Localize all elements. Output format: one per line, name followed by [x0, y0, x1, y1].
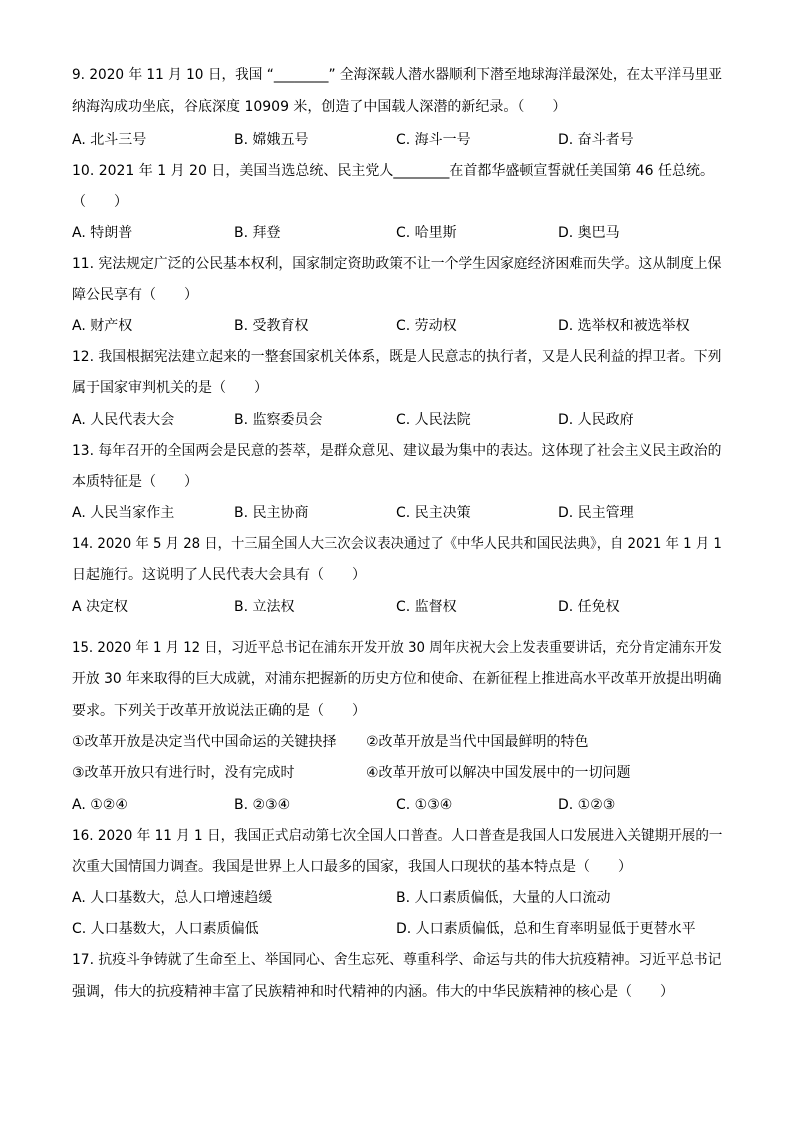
question-12-option-a[interactable]: A. 人民代表大会: [72, 412, 175, 428]
question-12-option-b[interactable]: B. 监察委员会: [234, 412, 323, 428]
question-10-line-1: 10. 2021 年 1 月 20 日，美国当选总统、民主党人________在首都华盛顿宣誓就任美国第 46 任总统。: [72, 163, 715, 179]
question-9-option-a[interactable]: A. 北斗三号: [72, 132, 147, 148]
question-10-option-a[interactable]: A. 特朗普: [72, 225, 133, 241]
question-12-option-c[interactable]: C. 人民法院: [396, 412, 471, 428]
question-15-option-c[interactable]: C. ①③④: [396, 797, 453, 813]
question-15-statement-3: ③改革开放只有进行时，没有完成时: [72, 765, 295, 781]
question-12-line-2: 属于国家审判机关的是（ ）: [72, 380, 268, 396]
question-16-option-c[interactable]: C. 人口基数大，人口素质偏低: [72, 921, 259, 937]
question-15-statement-1: ①改革开放是决定当代中国命运的关键抉择: [72, 734, 337, 750]
question-15-option-a[interactable]: A. ①②④: [72, 797, 128, 813]
question-14-option-d[interactable]: D. 任免权: [558, 599, 620, 615]
question-15-statement-2: ②改革开放是当代中国最鲜明的特色: [366, 734, 589, 750]
question-15-statement-4: ④改革开放可以解决中国发展中的一切问题: [366, 765, 631, 781]
question-13-line-1: 13. 每年召开的全国两会是民意的荟萃，是群众意见、建议最为集中的表达。这体现了社会主义民主政治的: [72, 443, 722, 459]
question-15-line-1: 15. 2020 年 1 月 12 日，习近平总书记在浦东开发开放 30 周年庆祝大会上发表重要讲话，充分肯定浦东开发: [72, 640, 722, 656]
question-11-option-b[interactable]: B. 受教育权: [234, 318, 309, 334]
question-13-option-d[interactable]: D. 民主管理: [558, 505, 634, 521]
question-16-option-a[interactable]: A. 人口基数大，总人口增速趋缓: [72, 890, 273, 906]
question-10-option-d[interactable]: D. 奥巴马: [558, 225, 620, 241]
question-12-option-d[interactable]: D. 人民政府: [558, 412, 634, 428]
question-9-option-d[interactable]: D. 奋斗者号: [558, 132, 634, 148]
question-13-option-a[interactable]: A. 人民当家作主: [72, 505, 175, 521]
question-14-line-1: 14. 2020 年 5 月 28 日，十三届全国人大三次会议表决通过了《中华人民共和国民法典》，自 2021 年 1 月 1: [72, 536, 722, 552]
question-15-line-2: 开放 30 年来取得的巨大成就，对浦东把握新的历史方位和使命、在新征程上推进高水平改革开放提出明确: [72, 671, 722, 687]
question-11-option-d[interactable]: D. 选举权和被选举权: [558, 318, 690, 334]
question-9-line-1: 9. 2020 年 11 月 10 日，我国 “________” 全海深载人潜水器顺利下潜至地球海洋最深处，在太平洋马里亚: [72, 67, 723, 83]
question-17-line-1: 17. 抗疫斗争铸就了生命至上、举国同心、舍生忘死、尊重科学、命运与共的伟大抗疫精神。习近平总书记: [72, 952, 722, 968]
question-11-option-c[interactable]: C. 劳动权: [396, 318, 457, 334]
question-13-line-2: 本质特征是（ ）: [72, 474, 198, 490]
question-12-line-1: 12. 我国根据宪法建立起来的一整套国家机关体系，既是人民意志的执行者，又是人民利益的捍卫者。下列: [72, 349, 722, 365]
question-14-option-a[interactable]: A 决定权: [72, 599, 129, 615]
question-11-line-2: 障公民享有（ ）: [72, 287, 198, 303]
question-10-line-2: （ ）: [72, 194, 128, 210]
question-11-line-1: 11. 宪法规定广泛的公民基本权利，国家制定资助政策不让一个学生因家庭经济困难而失学。这从制度上保: [72, 256, 722, 272]
question-13-option-b[interactable]: B. 民主协商: [234, 505, 309, 521]
question-10-option-b[interactable]: B. 拜登: [234, 225, 281, 241]
question-15-option-d[interactable]: D. ①②③: [558, 797, 616, 813]
question-9-option-c[interactable]: C. 海斗一号: [396, 132, 471, 148]
question-10-option-c[interactable]: C. 哈里斯: [396, 225, 457, 241]
question-16-option-b[interactable]: B. 人口素质偏低，大量的人口流动: [396, 890, 611, 906]
question-14-option-c[interactable]: C. 监督权: [396, 599, 457, 615]
question-16-line-1: 16. 2020 年 11 月 1 日，我国正式启动第七次全国人口普查。人口普查是我国人口发展进入关键期开展的一: [72, 828, 723, 844]
question-11-option-a[interactable]: A. 财产权: [72, 318, 133, 334]
question-9-option-b[interactable]: B. 嫦娥五号: [234, 132, 309, 148]
question-14-option-b[interactable]: B. 立法权: [234, 599, 295, 615]
question-17-line-2: 强调，伟大的抗疫精神丰富了民族精神和时代精神的内涵。伟大的中华民族精神的核心是（ ）: [72, 984, 674, 1000]
question-16-option-d[interactable]: D. 人口素质偏低，总和生育率明显低于更替水平: [396, 921, 696, 937]
question-13-option-c[interactable]: C. 民主决策: [396, 505, 471, 521]
question-9-line-2: 纳海沟成功坐底，谷底深度 10909 米，创造了中国载人深潜的新纪录。（ ）: [72, 99, 567, 115]
question-16-line-2: 次重大国情国力调查。我国是世界上人口最多的国家，我国人口现状的基本特点是（ ）: [72, 859, 632, 875]
question-14-line-2: 日起施行。这说明了人民代表大会具有（ ）: [72, 567, 366, 583]
question-15-line-3: 要求。下列关于改革开放说法正确的是（ ）: [72, 703, 366, 719]
question-15-option-b[interactable]: B. ②③④: [234, 797, 291, 813]
